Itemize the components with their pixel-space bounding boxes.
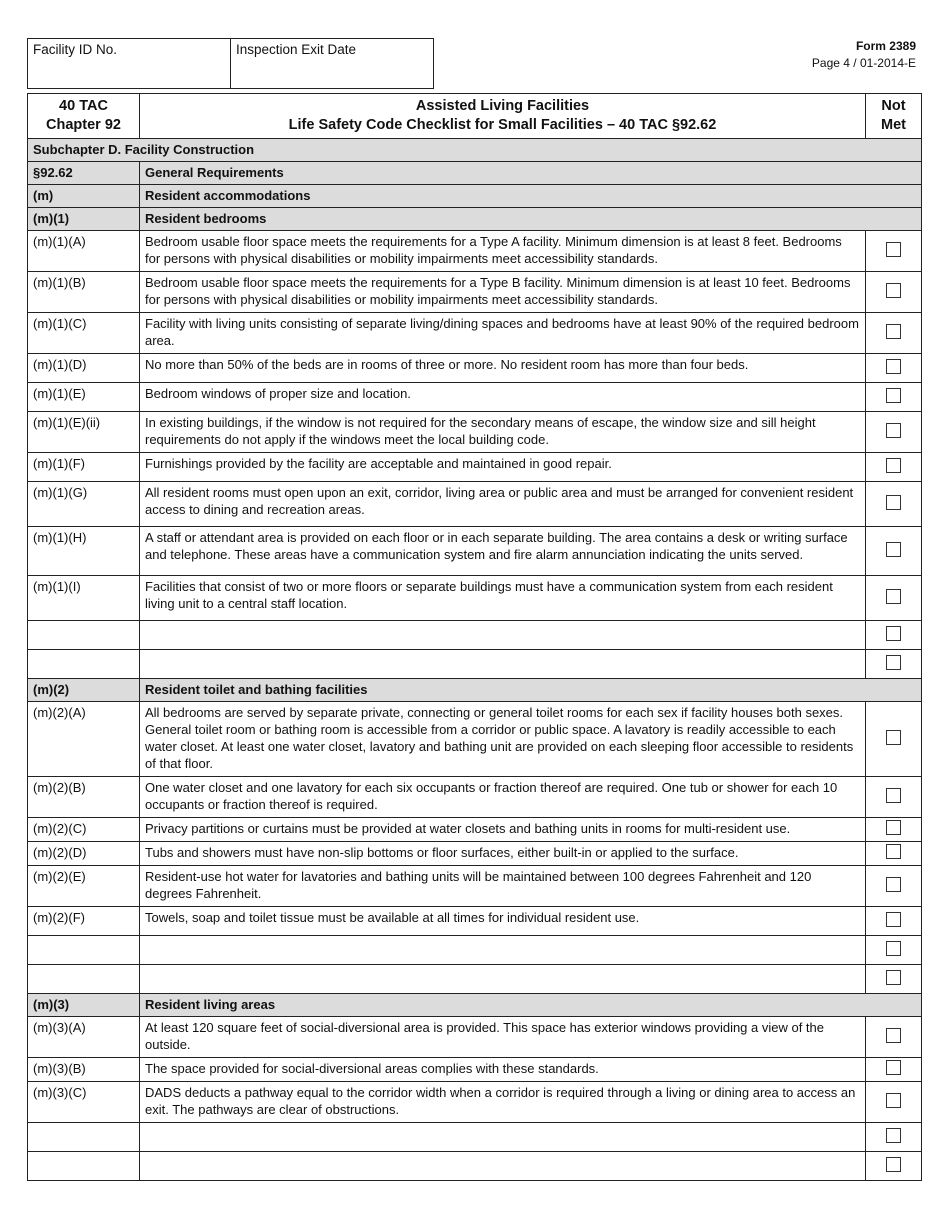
rule-code: (m)(2)(C) bbox=[28, 818, 140, 842]
checklist-row bbox=[28, 231, 922, 272]
rule-text: All bedrooms are served by separate private, connecting or general toilet rooms for each sex if facility houses both sexes. General toilet room or bathing room is accessible from a corridor or public space. A lavatory is readily accessible to each water closet. At least one water closet, lavatory and bathing unit are provided on each sleeping floor accessible to residents of that floor. bbox=[140, 702, 866, 777]
checklist-row bbox=[28, 866, 922, 907]
checklist-row bbox=[28, 1017, 922, 1058]
not-met-checkbox[interactable] bbox=[886, 788, 901, 803]
rule-text: Privacy partitions or curtains must be provided at water closets and bathing units in rooms for multi-resident use. bbox=[140, 818, 866, 842]
rule-code bbox=[28, 621, 140, 650]
rule-text: Furnishings provided by the facility are acceptable and maintained in good repair. bbox=[140, 453, 866, 482]
checklist-row bbox=[28, 818, 922, 842]
rule-text: Bedroom usable floor space meets the requirements for a Type B facility. Minimum dimension is at least 10 feet. Bedrooms for persons with physical disabilities or mobility impairments meet accessibility standards. bbox=[140, 272, 866, 313]
rule-code bbox=[28, 650, 140, 679]
rule-code: (m)(1)(H) bbox=[28, 527, 140, 576]
rule-code: (m)(1)(D) bbox=[28, 354, 140, 383]
rule-code: (m)(2)(A) bbox=[28, 702, 140, 777]
rule-code bbox=[28, 1123, 140, 1152]
checklist-table bbox=[27, 93, 922, 1181]
not-met-cell bbox=[866, 621, 922, 650]
rule-code bbox=[28, 965, 140, 994]
not-met-cell bbox=[866, 818, 922, 842]
facility-id-field[interactable] bbox=[28, 39, 230, 88]
rule-text bbox=[140, 650, 866, 679]
rule-text: Facility with living units consisting of separate living/dining spaces and bedrooms have at least 90% of the required bedroom area. bbox=[140, 313, 866, 354]
not-met-checkbox[interactable] bbox=[886, 283, 901, 298]
rule-text: No more than 50% of the beds are in rooms of three or more. No resident room has more than four beds. bbox=[140, 354, 866, 383]
header-status-cell bbox=[866, 94, 922, 139]
rule-text: A staff or attendant area is provided on each floor or in each separate building. The area contains a desk or writing surface and telephone. These areas have a communication system and fire alarm annunciation indicating the units served. bbox=[140, 527, 866, 576]
not-met-checkbox[interactable] bbox=[886, 359, 901, 374]
header-title-line1: Assisted Living Facilities bbox=[415, 98, 590, 114]
section-code: (m)(2) bbox=[28, 679, 140, 702]
checklist-row bbox=[28, 842, 922, 866]
not-met-cell bbox=[866, 527, 922, 576]
not-met-cell bbox=[866, 842, 922, 866]
checklist-row bbox=[28, 650, 922, 679]
checklist-row bbox=[28, 936, 922, 965]
rule-code: (m)(2)(D) bbox=[28, 842, 140, 866]
rule-code: (m)(1)(G) bbox=[28, 482, 140, 527]
rule-text: Bedroom windows of proper size and location. bbox=[140, 383, 866, 412]
section-title: Resident bedrooms bbox=[140, 208, 922, 231]
not-met-checkbox[interactable] bbox=[886, 388, 901, 403]
not-met-checkbox[interactable] bbox=[886, 730, 901, 745]
rule-code: (m)(1)(A) bbox=[28, 231, 140, 272]
not-met-checkbox[interactable] bbox=[886, 242, 901, 257]
page-info: Page 4 / 01-2014-E bbox=[811, 56, 916, 70]
section-code: (m)(3) bbox=[28, 994, 140, 1017]
rule-text bbox=[140, 936, 866, 965]
rule-text bbox=[140, 1152, 866, 1181]
not-met-checkbox[interactable] bbox=[886, 589, 901, 604]
not-met-cell bbox=[866, 412, 922, 453]
section-code: (m)(1) bbox=[28, 208, 140, 231]
rule-text: Towels, soap and toilet tissue must be available at all times for individual resident use. bbox=[140, 907, 866, 936]
rule-code bbox=[28, 1152, 140, 1181]
form-number: Form 2389 bbox=[855, 39, 916, 53]
section-row bbox=[28, 679, 922, 702]
rule-text: All resident rooms must open upon an exit, corridor, living area or public area and must be arranged for convenient resident access to dining and recreation areas. bbox=[140, 482, 866, 527]
section-title: General Requirements bbox=[140, 162, 922, 185]
not-met-checkbox[interactable] bbox=[886, 941, 901, 956]
section-row bbox=[28, 994, 922, 1017]
not-met-cell bbox=[866, 777, 922, 818]
not-met-checkbox[interactable] bbox=[886, 970, 901, 985]
not-met-cell bbox=[866, 383, 922, 412]
rule-code bbox=[28, 936, 140, 965]
not-met-cell bbox=[866, 866, 922, 907]
rule-code: (m)(1)(E)(ii) bbox=[28, 412, 140, 453]
not-met-checkbox[interactable] bbox=[886, 877, 901, 892]
not-met-checkbox[interactable] bbox=[886, 912, 901, 927]
rule-text: The space provided for social-diversional areas complies with these standards. bbox=[140, 1058, 866, 1082]
rule-text: DADS deducts a pathway equal to the corridor width when a corridor is required through a living or dining area to access an exit. The pathways are clear of obstructions. bbox=[140, 1082, 866, 1123]
section-code: §92.62 bbox=[28, 162, 140, 185]
checklist-row bbox=[28, 272, 922, 313]
section-title: Resident living areas bbox=[140, 994, 922, 1017]
not-met-cell bbox=[866, 231, 922, 272]
rule-text: Resident-use hot water for lavatories and bathing units will be maintained between 100 degrees Fahrenheit and 120 degrees Fahrenheit. bbox=[140, 866, 866, 907]
header-title-line2: Life Safety Code Checklist for Small Facilities – 40 TAC §92.62 bbox=[288, 117, 717, 133]
checklist-row bbox=[28, 907, 922, 936]
rule-code: (m)(3)(B) bbox=[28, 1058, 140, 1082]
not-met-cell bbox=[866, 482, 922, 527]
checklist-row bbox=[28, 527, 922, 576]
checklist-row bbox=[28, 482, 922, 527]
checklist-row bbox=[28, 412, 922, 453]
header-status-line1: Not bbox=[881, 98, 906, 114]
checklist-row bbox=[28, 777, 922, 818]
subchapter-row bbox=[28, 139, 922, 162]
checklist-row bbox=[28, 576, 922, 621]
not-met-checkbox[interactable] bbox=[886, 324, 901, 339]
not-met-cell bbox=[866, 1058, 922, 1082]
facility-id-box bbox=[27, 38, 434, 89]
not-met-cell bbox=[866, 576, 922, 621]
not-met-cell bbox=[866, 1082, 922, 1123]
not-met-checkbox[interactable] bbox=[886, 1128, 901, 1143]
rule-code: (m)(1)(I) bbox=[28, 576, 140, 621]
rule-code: (m)(2)(F) bbox=[28, 907, 140, 936]
checklist-row bbox=[28, 1152, 922, 1181]
not-met-cell bbox=[866, 313, 922, 354]
header-title-cell bbox=[140, 94, 866, 139]
not-met-cell bbox=[866, 453, 922, 482]
header-code-line2: Chapter 92 bbox=[46, 117, 121, 133]
header-code-cell bbox=[28, 94, 140, 139]
not-met-checkbox[interactable] bbox=[886, 626, 901, 641]
rule-text: At least 120 square feet of social-diversional area is provided. This space has exterior windows providing a view of the outside. bbox=[140, 1017, 866, 1058]
checklist-row bbox=[28, 354, 922, 383]
header-code-line1: 40 TAC bbox=[59, 98, 108, 114]
checklist-row bbox=[28, 702, 922, 777]
checklist-row bbox=[28, 1082, 922, 1123]
rule-text: In existing buildings, if the window is not required for the secondary means of escape, the window size and sill height requirements do not apply if the windows meet the local building code. bbox=[140, 412, 866, 453]
not-met-cell bbox=[866, 650, 922, 679]
rule-code: (m)(1)(F) bbox=[28, 453, 140, 482]
not-met-cell bbox=[866, 907, 922, 936]
section-title: Resident accommodations bbox=[140, 185, 922, 208]
not-met-cell bbox=[866, 354, 922, 383]
not-met-cell bbox=[866, 1017, 922, 1058]
not-met-cell bbox=[866, 965, 922, 994]
rule-code: (m)(3)(C) bbox=[28, 1082, 140, 1123]
rule-code: (m)(2)(B) bbox=[28, 777, 140, 818]
section-row bbox=[28, 208, 922, 231]
checklist-row bbox=[28, 621, 922, 650]
not-met-checkbox[interactable] bbox=[886, 542, 901, 557]
not-met-cell bbox=[866, 702, 922, 777]
not-met-checkbox[interactable] bbox=[886, 458, 901, 473]
subchapter-title: Subchapter D. Facility Construction bbox=[28, 139, 922, 162]
table-header-row bbox=[28, 94, 922, 139]
not-met-cell bbox=[866, 1123, 922, 1152]
not-met-checkbox[interactable] bbox=[886, 1093, 901, 1108]
rule-code: (m)(1)(E) bbox=[28, 383, 140, 412]
rule-text bbox=[140, 965, 866, 994]
not-met-checkbox[interactable] bbox=[886, 820, 901, 835]
checklist-row bbox=[28, 383, 922, 412]
not-met-checkbox[interactable] bbox=[886, 423, 901, 438]
checklist-row bbox=[28, 453, 922, 482]
section-row bbox=[28, 185, 922, 208]
rule-text bbox=[140, 1123, 866, 1152]
inspection-exit-date-field[interactable] bbox=[230, 39, 433, 88]
rule-text: Facilities that consist of two or more floors or separate buildings must have a communication system from each resident living unit to a central staff location. bbox=[140, 576, 866, 621]
not-met-checkbox[interactable] bbox=[886, 655, 901, 670]
rule-code: (m)(1)(C) bbox=[28, 313, 140, 354]
not-met-checkbox[interactable] bbox=[886, 1028, 901, 1043]
not-met-checkbox[interactable] bbox=[886, 1060, 901, 1075]
not-met-checkbox[interactable] bbox=[886, 1157, 901, 1172]
checklist-row bbox=[28, 965, 922, 994]
section-row bbox=[28, 162, 922, 185]
inspection-exit-date-label: Inspection Exit Date bbox=[236, 42, 357, 57]
not-met-checkbox[interactable] bbox=[886, 495, 901, 510]
rule-text: Bedroom usable floor space meets the requirements for a Type A facility. Minimum dimension is at least 8 feet. Bedrooms for persons with physical disabilities or mobility impairments meet accessibility standards. bbox=[140, 231, 866, 272]
checklist-row bbox=[28, 313, 922, 354]
section-title: Resident toilet and bathing facilities bbox=[140, 679, 922, 702]
rule-code: (m)(3)(A) bbox=[28, 1017, 140, 1058]
rule-text bbox=[140, 621, 866, 650]
rule-text: Tubs and showers must have non-slip bottoms or floor surfaces, either built-in or applied to the surface. bbox=[140, 842, 866, 866]
not-met-checkbox[interactable] bbox=[886, 844, 901, 859]
section-code: (m) bbox=[28, 185, 140, 208]
checklist-row bbox=[28, 1058, 922, 1082]
not-met-cell bbox=[866, 1152, 922, 1181]
facility-id-label: Facility ID No. bbox=[33, 42, 118, 57]
rule-code: (m)(1)(B) bbox=[28, 272, 140, 313]
form-header bbox=[812, 38, 916, 72]
not-met-cell bbox=[866, 936, 922, 965]
rule-text: One water closet and one lavatory for each six occupants or fraction thereof are required. One tub or shower for each 10 occupants or fraction thereof is required. bbox=[140, 777, 866, 818]
not-met-cell bbox=[866, 272, 922, 313]
rule-code: (m)(2)(E) bbox=[28, 866, 140, 907]
header-status-line2: Met bbox=[881, 117, 906, 133]
checklist-row bbox=[28, 1123, 922, 1152]
